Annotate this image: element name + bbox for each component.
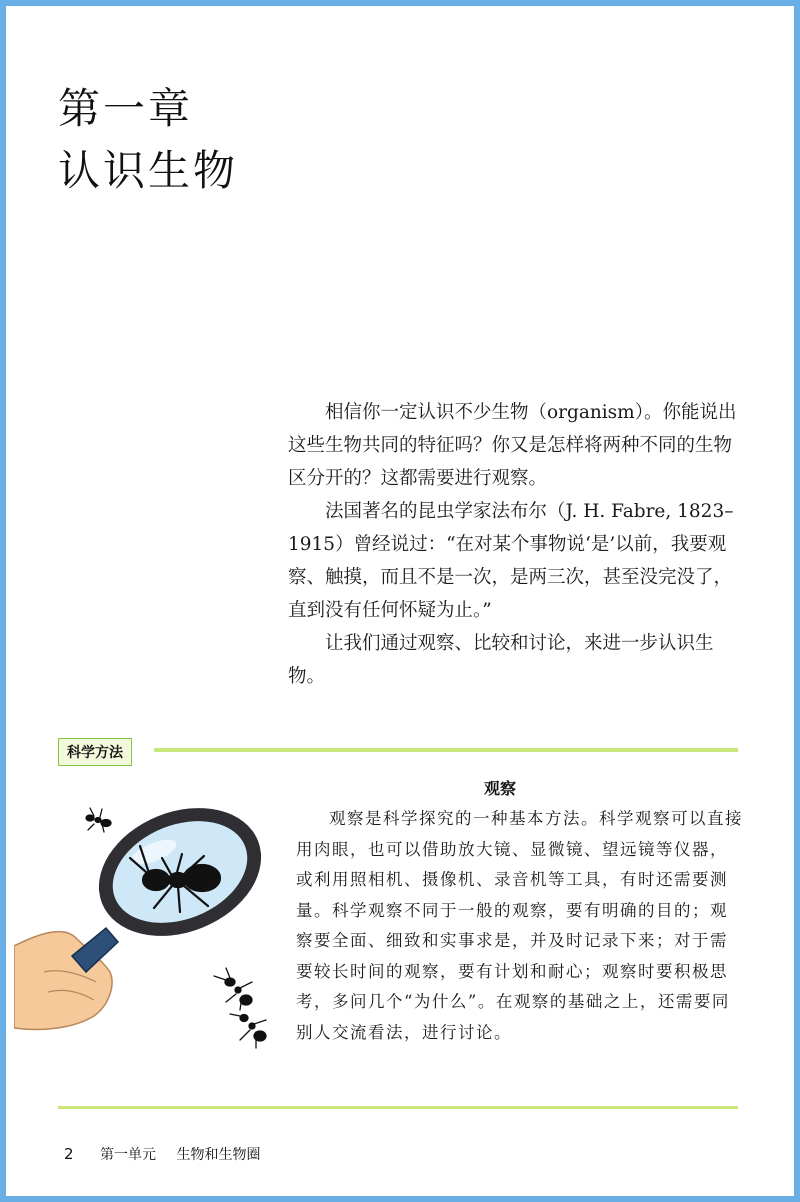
chapter-heading [58, 78, 238, 202]
observation-paragraph: 观察是科学探究的一种基本方法。科学观察可以直接用肉眼，也可以借助放大镜、显微镜、望远镜等仪器，或利用照相机、摄像机、录音机等工具，有时还需要测量。科学观察不同于一般的观察，要有明确的目的；观察要全面、细致和实事求是，并及时记录下来；对于需要较长时间的观察，要有计划和耐心；观察时要积极思考，多问几个“为什么”。在观察的基础之上，还需要同别人交流看法，进行讨论。 [296, 809, 743, 1042]
observation-heading: 观察 [484, 779, 517, 798]
small-ant-icon [86, 808, 111, 832]
chapter-number: 第一章 [58, 84, 194, 133]
section-divider [154, 748, 738, 752]
magnifying-glass-with-ants-icon [14, 796, 284, 1070]
intro-paragraph-2: 法国著名的昆虫学家法布尔（J. H. Fabre, 1823–1915）曾经说过：“在对某个事物说‘是’以前，我要观察、触摸，而且不是一次，是两三次，甚至没完没了，直到没有任何怀疑为止。” [288, 501, 734, 621]
intro-paragraph-1: 相信你一定认识不少生物（organism）。你能说出这些生物共同的特征吗？你又是怎样将两种不同的生物区分开的？这都需要进行观察。 [288, 402, 737, 489]
page-footer [64, 1144, 260, 1164]
science-method-tag: 科学方法 [58, 738, 132, 766]
intro-paragraph-3: 让我们通过观察、比较和讨论，来进一步认识生物。 [288, 633, 714, 687]
observation-text [296, 804, 744, 1048]
bottom-divider [58, 1106, 738, 1109]
science-method-bar [58, 733, 738, 769]
intro-text [288, 396, 750, 693]
page-number: 2 [64, 1145, 74, 1163]
chapter-title: 认识生物 [58, 146, 239, 195]
small-ant-icon [214, 968, 252, 1010]
footer-unit: 第一单元 [100, 1147, 156, 1163]
footer-unit-title: 生物和生物圈 [176, 1147, 261, 1163]
small-ant-icon [230, 1014, 266, 1048]
